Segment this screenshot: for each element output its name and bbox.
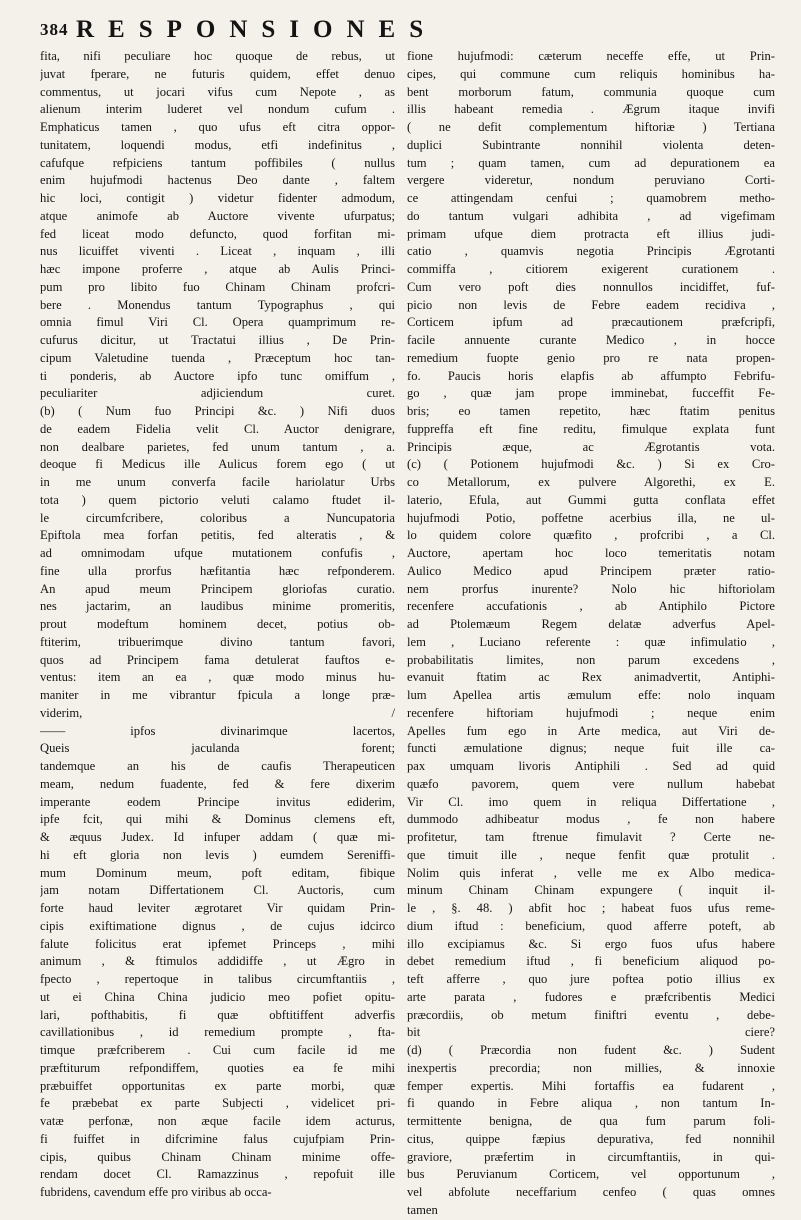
text-line: (c) ( Potionem hujufmodi &c. ) Si ex Cro- xyxy=(407,457,775,472)
text-line: inexpertis precordia; non millies, & innoxie xyxy=(407,1060,775,1075)
text-line: & æquus Judex. Id infuper addam ( quæ mi- xyxy=(40,830,395,844)
text-line: termittente benigna, de qua fum parum foli- xyxy=(407,1114,775,1128)
text-line: vatæ perfonæ, non æque facile idem acturus, xyxy=(40,1114,395,1128)
text-line: ce attingendam cenfui ; quamobrem metho- xyxy=(407,191,775,205)
running-title: RESPONSIONES xyxy=(76,16,438,43)
text-line: Apelles fum ego in Arte medica, aut Viri de- xyxy=(407,723,775,738)
text-line: fuppreffa eft fine reditu, fimulque explata funt xyxy=(407,421,775,436)
text-line: falute folicitus erat ipfemet Princeps , mihi xyxy=(40,936,395,951)
text-line: meam, nedum fuadente, fed & fere dixerim xyxy=(40,776,395,791)
text-line: animum , & ftimulos addidiffe , ut Ægro in xyxy=(40,954,395,969)
text-line: Auctore, apertam hoc loco temeritatis notam xyxy=(407,546,775,560)
text-line: peculiariter adjiciendum curet. xyxy=(40,386,395,401)
text-line: picio non levis de Febre eadem recidiva , xyxy=(407,297,775,312)
text-line: dummodo adhibeatur modus , fe non habere xyxy=(407,812,775,827)
text-line: functi æmulatione dignus; neque fuit ille ca- xyxy=(407,741,775,756)
text-line: Epiftola mea forfan petitis, fed alteratis , & xyxy=(40,528,395,543)
text-line: femper expertis. Mihi fortaffis ea fudarent , xyxy=(407,1078,775,1093)
text-line: cipis exiftimatione dignus , de cujus idcirco xyxy=(40,918,395,933)
text-line: deoque fi Medicus ille Aulicus forem ego ( ut xyxy=(40,457,395,472)
text-line: Aulico Medico apud Principem præter ratio- xyxy=(407,563,775,578)
text-line: alienum interim luderet vel nondum cufum . xyxy=(40,102,395,117)
text-line: hi eft gloria non levis ) eumdem Sereniffi- xyxy=(40,847,395,862)
text-line: fione hujufmodi: cæterum neceffe effe, ut Prin- xyxy=(407,49,775,63)
page-number: 384 xyxy=(40,20,69,39)
text-line: le circumfcribere, coloribus a Nuncupatoria xyxy=(40,510,395,525)
text-line: ftiterim, tribuerimque divino tantum favori, xyxy=(40,634,395,649)
text-line: quæfo pavorem, quem vere nullum habebat xyxy=(407,776,775,791)
text-line: fi fuiffet in difcrimine falus cujufpiam Prin- xyxy=(40,1131,395,1146)
text-line: lem , Luciano referente : quæ infimulatio , xyxy=(407,634,775,649)
text-line: tota ) quem pictorio veluti calamo ftudet il- xyxy=(40,492,395,507)
text-line: ( ne defit complementum hiftoriæ ) Tertiana xyxy=(407,120,775,134)
text-line: præbuiffet opportunitas ex parte morbi, quæ xyxy=(40,1078,395,1093)
text-line: ut ei China China judicio meo pofiet opitu- xyxy=(40,989,395,1004)
text-line: vel abfolute neceffarium cenfeo ( quas omnes xyxy=(407,1185,775,1199)
text-line: duplici Subintrante nonnihil violenta deten- xyxy=(407,137,775,152)
text-line: cipum Valetudine tuenda , Præceptum hoc tan- xyxy=(40,350,395,365)
text-line: cipis, quibus Chinam Chinam minime offe- xyxy=(40,1149,395,1164)
text-line: nes jactarim, an laudibus minime promeritis, xyxy=(40,599,395,614)
text-line: bent morborum fatum, communia quoque cum xyxy=(407,84,775,99)
text-line: Cum vero poft dies nonnullos incidiffet, fuf- xyxy=(407,279,775,294)
text-line: tunitatem, loquendi modus, etfi indefinitus , xyxy=(40,137,395,152)
text-line: ad Ptolemæum Regem delatæ adverfus Apel- xyxy=(407,617,775,631)
text-line: fita, nifi peculiare hoc quoque de rebus, ut xyxy=(40,49,395,63)
text-line: juvat fperare, ne futuris quidem, effet denuo xyxy=(40,66,395,81)
text-line: go , quæ jam prope imminebat, fucceffit Fe- xyxy=(407,386,775,401)
text-line: cafufque refpiciens tantum poffibiles ( nullus xyxy=(40,155,395,170)
text-line: jam notam Differtationem Cl. Auctoris, cum xyxy=(40,883,395,898)
text-line: citus, quippe fæpius depurativa, fed nonnihil xyxy=(407,1131,775,1146)
text-line: profitetur, tam ftrenue fimulavit ? Certe ne- xyxy=(407,830,775,844)
text-line: nus licuiffet viventi . Liceat , inquam , illi xyxy=(40,244,395,259)
text-line: Corticem ipfum ad præcautionem præfcripfi, xyxy=(407,315,775,330)
text-line: probabilitatis limites, non parum excedens , xyxy=(407,652,775,667)
text-line: omnia fimul Viri Cl. Opera quamprimum re- xyxy=(40,315,395,330)
text-line: fo. Paucis horis elapfis ab affumpto Febrifu- xyxy=(407,368,775,383)
text-line: rendam docet Cl. Ramazzinus , repofuit ille xyxy=(40,1167,395,1182)
text-line: bit ciere? xyxy=(407,1025,775,1040)
text-line: teft afferre , quo jure poftea potio illius ex xyxy=(407,972,775,986)
text-line: co Metallorum, ex pulvere Algorethi, ex E. xyxy=(407,475,775,489)
text-line: lum Apellea artis æmulum effe: nolo inquam xyxy=(407,688,775,702)
text-line: recenfere hiftoriam hujufmodi ; neque enim xyxy=(407,705,775,720)
text-line: vergere videretur, nondum peruviano Corti- xyxy=(407,173,775,188)
text-line: —— ipfos divinarimque lacertos, xyxy=(40,723,395,738)
text-line: (d) ( Præcordia non fudent &c. ) Sudent xyxy=(407,1043,775,1057)
text-line: fi quando in Febre aliqua , non tantum In- xyxy=(407,1096,775,1111)
page-header xyxy=(40,16,780,46)
right-text-column xyxy=(407,48,775,1220)
text-line: hæc impone proferre , atque ab Aulis Princi- xyxy=(40,262,395,276)
text-line: nem prorfus inurente? Nolo hic hiftoriolam xyxy=(407,581,775,596)
text-line: bris; eo tamen repetito, hæc ftatim penitus xyxy=(407,404,775,418)
text-line: hic loci, contigit ) videtur fidenter admodum, xyxy=(40,191,395,205)
text-line: tandemque an his de caufis Therapeuticen xyxy=(40,759,395,773)
text-line: laterio, Efula, aut Gummi gutta conflata effet xyxy=(407,492,775,507)
text-line: evanuit ftatim ac Rex animadvertit, Antiphi- xyxy=(407,670,775,685)
text-line: cavillationibus , id remedium prompte , fta- xyxy=(40,1025,395,1040)
text-line: commiffa , citiorem exigerent curationem . xyxy=(407,262,775,276)
text-line: pum pro libito fuo Chinam Chinam profcri- xyxy=(40,279,395,294)
text-line: cufurus dicitur, ut Tractatui illius , De Prin- xyxy=(40,333,395,347)
text-line: catio , quamvis negotia Principis Ægrotanti xyxy=(407,244,775,259)
text-line: debet remedium iftud , fi beneficium aliquod po- xyxy=(407,954,775,969)
text-line: ti ponderis, ab Auctore ipfo tunc omiffum , xyxy=(40,368,395,383)
text-line: illo excipiamus &c. Si ergo fuos ufus habere xyxy=(407,936,775,951)
text-line: arte parata , fudores e præfcribentis Medici xyxy=(407,989,775,1004)
text-line: pax umquam livoris Antiphili . Sed ad quid xyxy=(407,759,775,773)
text-line: primam ufque diem protracta eft illius judi- xyxy=(407,226,775,241)
text-line: recenfere accufationis , ab Antiphilo Pictore xyxy=(407,599,775,614)
text-line: hujufmodi Potio, poffetne acerbius illa, ne ul- xyxy=(407,510,775,525)
text-line: fpecto , repertoque in talibus circumftantiis , xyxy=(40,972,395,986)
text-line: remedium fuopte genio pro re nata propen- xyxy=(407,350,775,365)
text-line: ipfe fcit, qui mihi & Dominus clemens eft, xyxy=(40,812,395,827)
text-line: fe præbebat ex parte Subjecti , videlicet pri- xyxy=(40,1096,395,1111)
text-line: in me unum converfa facile hariolatur Urbs xyxy=(40,475,395,489)
left-text-column xyxy=(40,48,395,1202)
text-line: de eadem Fidelia velit Cl. Auctor denigrare, xyxy=(40,421,395,436)
text-line: facile annuente curante Medico , in hocce xyxy=(407,333,775,347)
text-line: forte haud leviter ægrotaret Vir quidam Prin- xyxy=(40,901,395,915)
text-line: (b) ( Num fuo Principi &c. ) Nifi duos xyxy=(40,404,395,418)
text-line: Nolim quis inferat , velle me ex Albo medica- xyxy=(407,865,775,880)
text-line: que timuit ille , neque fenfit quæ protulit . xyxy=(407,847,775,862)
text-line: enim hujufmodi hactenus Deo dante , faltem xyxy=(40,173,395,188)
text-line: Principis æque, ac Ægrotantis vota. xyxy=(407,439,775,454)
text-line: bus Peruvianum Corticem, vel opportunum , xyxy=(407,1167,775,1182)
text-line: le , §. 48. ) abfit hoc ; habeat fuos ufus reme- xyxy=(407,901,775,915)
text-line: Vir Cl. imo quem in reliqua Differtatione , xyxy=(407,794,775,809)
text-line: imperante eodem Principe invitus ediderim, xyxy=(40,794,395,809)
text-line: non dealbare parietes, fed unum tantum , a. xyxy=(40,439,395,454)
text-line: præcordiis, ob metum finiftri eventu , debe- xyxy=(407,1007,775,1022)
text-line: præftiturum refpondiffem, quoties ea fe mihi xyxy=(40,1060,395,1075)
text-line: graviore, præfertim in circumftantiis, in qui- xyxy=(407,1149,775,1164)
text-line: Emphaticus tamen , quo ufus eft citra oppor- xyxy=(40,120,395,134)
text-line: illis habeant remedia . Ægrum itaque invifi xyxy=(407,102,775,117)
text-line: cipes, qui commune cum reliquis hominibus ha- xyxy=(407,66,775,81)
text-line: fed liceat modo defuncto, quod forfitan mi- xyxy=(40,226,395,241)
text-line: An apud meum Principem gloriofas curatio. xyxy=(40,581,395,596)
text-line: ad omnimodam ufque mutationem confufis , xyxy=(40,546,395,560)
text-line: commentus, ut jocari vifus cum Nepote , as xyxy=(40,84,395,99)
text-line: ventus: item an ea , quæ modo minus hu- xyxy=(40,670,395,685)
text-line: Queis jaculanda forent; xyxy=(40,741,395,756)
text-line: fubridens, cavendum effe pro viribus ab occa- xyxy=(40,1185,272,1199)
text-line: bere . Monendus tantum Typographus , qui xyxy=(40,297,395,312)
text-line: maniter in me vibrantur fpicula a longe præ- xyxy=(40,688,395,702)
text-line: do tantum vulgari adhibita , ad vigefimam xyxy=(407,208,775,223)
text-line: tamen xyxy=(407,1202,438,1217)
text-line: prout modeftum hominem decet, potius ob- xyxy=(40,617,395,631)
text-line: dium iftud : beneficium, quod afferre poteft, ab xyxy=(407,918,775,933)
text-line: tum ; quam tamen, cum ad depurationem ea xyxy=(407,155,775,170)
text-line: quos ad Principem fama detulerat fauftos e- xyxy=(40,652,395,667)
text-line: lo quidem colore quæfito , profcribi , a Cl. xyxy=(407,528,775,543)
text-line: atque animofe ab Auctore vivente ufurpatus; xyxy=(40,208,395,223)
text-line: lari, pofthabitis, fi quæ obftitiffent adverfis xyxy=(40,1007,395,1022)
text-line: timque præfcriberem . Cui cum facile id me xyxy=(40,1043,395,1057)
text-line: mum Dominum meum, poft editam, fibique xyxy=(40,865,395,880)
text-line: minum Chinam Chinam expungere ( inquit il- xyxy=(407,883,775,898)
text-line: viderim, / xyxy=(40,705,395,720)
text-line: fine ulla prorfus hæfitantia hæc refponderem. xyxy=(40,563,395,578)
